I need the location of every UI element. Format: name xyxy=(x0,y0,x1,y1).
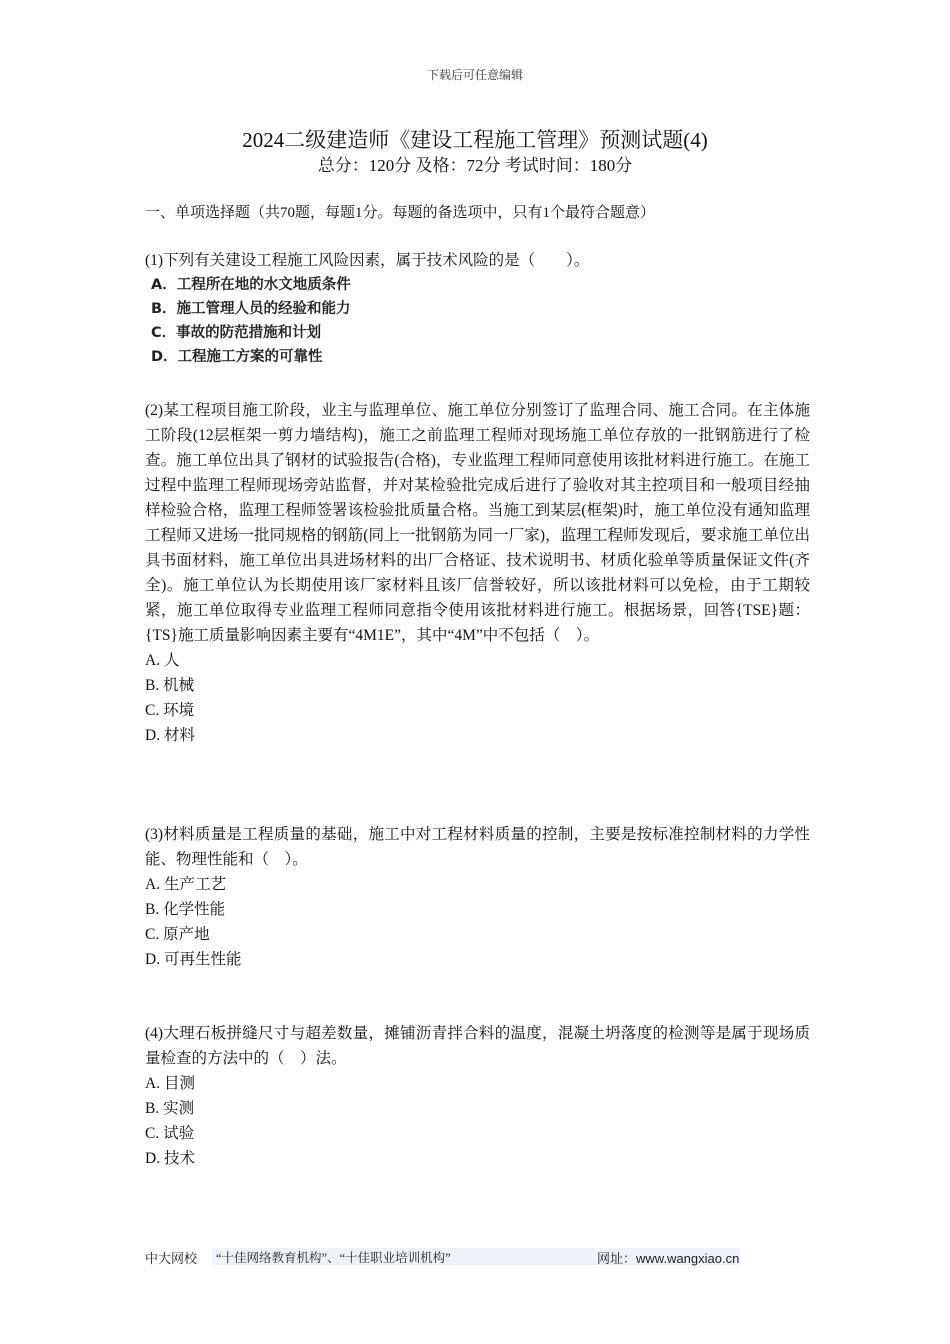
option-c: C. 原产地 xyxy=(145,926,210,943)
option-d: D. 技术 xyxy=(145,1150,195,1167)
option-d: D. 可再生性能 xyxy=(145,951,242,968)
footer-slogan: “十佳网络教育机构”、“十佳职业培训机构” xyxy=(212,1248,740,1265)
question-stem: (1)下列有关建设工程施工风险因素，属于技术风险的是（ ）。 xyxy=(145,252,590,269)
option-a: A. 目测 xyxy=(145,1075,195,1092)
option-b: B. 化学性能 xyxy=(145,901,226,918)
option-b: B. 机械 xyxy=(145,677,195,694)
exam-info: 总分：120分 及格：72分 考试时间：180分 xyxy=(317,156,633,175)
question-2 xyxy=(145,398,810,748)
footer-brand: 中大网校 xyxy=(145,1251,198,1266)
question-1 xyxy=(145,248,810,369)
option-c: C. 试验 xyxy=(145,1125,195,1142)
page-footer xyxy=(145,1248,745,1266)
header-note: 下载后可任意编辑 xyxy=(426,68,523,82)
option-b: B. 实测 xyxy=(145,1100,195,1117)
option-a: A．工程所在地的水文地质条件 xyxy=(151,277,351,293)
footer-website[interactable]: 网址：www.wangxiao.cn xyxy=(597,1251,740,1266)
document-title: 2024二级建造师《建设工程施工管理》预测试题(4) xyxy=(242,128,708,152)
question-stem: (4)大理石板拼缝尺寸与超差数量，摊铺沥青拌合料的温度，混凝土坍落度的检测等是属于现场质量检查的方法中的（ ）法。 xyxy=(145,1025,810,1067)
option-b: B．施工管理人员的经验和能力 xyxy=(151,301,351,317)
question-4 xyxy=(145,1021,810,1171)
option-a: A. 人 xyxy=(145,652,180,669)
option-d: D．工程施工方案的可靠性 xyxy=(151,349,323,365)
question-stem: (2)某工程项目施工阶段，业主与监理单位、施工单位分别签订了监理合同、施工合同。在主体施工阶段(12层框架一剪力墙结构)，施工之前监理工程师对现场施工单位存放的一批钢筋进行了检查。施工单位出具了钢材的试验报告(合格)，专业监理工程师同意使用该批材料进行施工。在施工过程中监理工程师现场旁站监督，并对某检验批完成后进行了验收对其主控项目和一般项目经抽样检验合格，监理工程师签署该检验批质量合格。当施工到某层(框架)时，施工单位没有通知监理工程师又进场一批同规格的钢筋(同上一批钢筋为同一厂家)，监理工程师发现后，要求施工单位出具书面材料，施工单位出具进场材料的出厂合格证、技术说明书、材质化验单等质量保证文件(齐全)。施工单位认为长期使用该厂家材料且该厂信誉较好，所以该批材料可以免检，由于工期较紧，施工单位取得专业监理工程师同意指令使用该批材料进行施工。根据场景，回答{TSE}题：{TS}施工质量影响因素主要有“4M1E”，其中“4M”中不包括（ ）。 xyxy=(145,402,810,644)
option-c: C．事故的防范措施和计划 xyxy=(151,325,322,341)
option-d: D. 材料 xyxy=(145,727,195,744)
question-3 xyxy=(145,822,810,972)
question-stem: (3)材料质量是工程质量的基础，施工中对工程材料质量的控制，主要是按标准控制材料的力学性能、物理性能和（ ）。 xyxy=(145,826,810,868)
section-heading: 一、单项选择题（共70题，每题1分。每题的备选项中，只有1个最符合题意） xyxy=(145,205,656,221)
option-a: A. 生产工艺 xyxy=(145,876,226,893)
option-c: C. 环境 xyxy=(145,702,195,719)
